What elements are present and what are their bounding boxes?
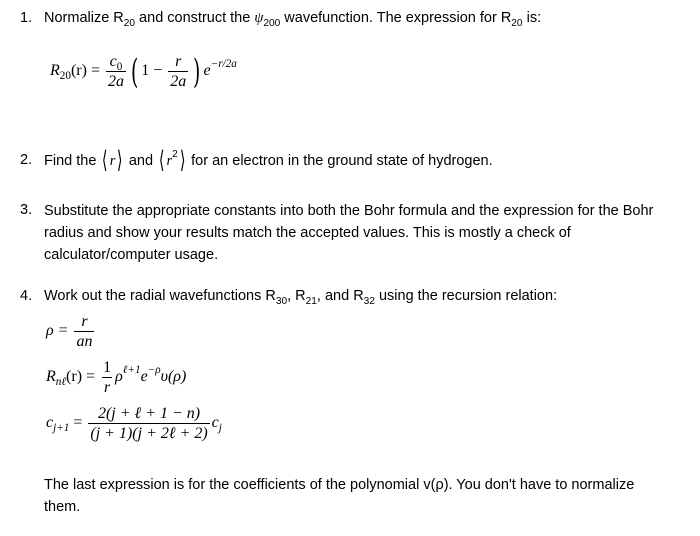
fraction: $\frac{\text{2(j + ℓ + 1 − n)}}{\text{(j + 1)(j + 2ℓ + 2)}}$ <box>90 405 208 442</box>
problem-text: Find the ⟨ r⟩ and ⟨ $r^2⟩$ for an electron in the ground state of hydrogen. <box>44 146 493 174</box>
problem-text: Normalize $R_{20}$ and construct the $\psi_{200}$ wavefunction. The expression for $R_{20}$ is: <box>44 10 542 29</box>
left-angle-bracket: ⟨ <box>102 146 108 174</box>
left-angle-bracket: ⟨ <box>158 146 165 174</box>
left-paren: ( <box>130 51 139 92</box>
problem-number: 4. <box>20 288 33 304</box>
problem-2 <box>20 146 684 174</box>
problem-number: 2. <box>20 152 33 168</box>
problem-text: Work out the radial wavefunctions $R_{30}$, $R_{21}$, and $R_{32}$ using the recursion relation: <box>44 288 558 307</box>
problem-4 <box>20 286 684 306</box>
fraction: $\frac{r}{2a}$ <box>170 53 187 90</box>
right-angle-bracket: ⟩ <box>179 146 186 174</box>
radial-wavefunction-equation: $R_{n\ell}(r)$ = $\frac{1}{r}$ $\rho^{\ell+1}e^{-\rho}\upsilon(\rho)$ <box>46 359 187 396</box>
problem-number: 3. <box>20 202 33 218</box>
r20-equation: $R_{20}(r)$ = $\frac{c_0}{2a}$ ( 1 − $\frac{r}{2a}$ ) $e^{-r/2a}$ <box>50 51 237 92</box>
right-paren: ) <box>193 51 201 92</box>
closing-note: The last expression is for the coefficients of the polynomial v(ρ). You don't have to normalize them. <box>44 477 635 515</box>
psi-symbol: ψ <box>254 10 264 26</box>
rho-equation: ρ = $\frac{r}{an}$ <box>46 313 93 350</box>
fraction: $\frac{1}{r}$ <box>103 359 112 396</box>
problem-1 <box>20 8 684 28</box>
fraction: $\frac{r}{an}$ <box>76 313 93 350</box>
recursion-equation: $c_{j+1}$ = $\frac{\text{2(j + ℓ + 1 − n)}}{\text{(j + 1)(j + 2ℓ + 2)}}$ $c_j$ <box>46 405 222 442</box>
problem-3 <box>20 200 684 266</box>
problem-text: Substitute the appropriate constants into both the Bohr formula and the expression for the Bohr radius and show your results match the accepted values. This is mostly a check of calculator/computer usage. <box>44 203 654 263</box>
fraction: $\frac{c_0}{2a}$ <box>107 53 124 90</box>
problem-number: 1. <box>20 10 33 26</box>
right-angle-bracket: ⟩ <box>117 146 123 174</box>
